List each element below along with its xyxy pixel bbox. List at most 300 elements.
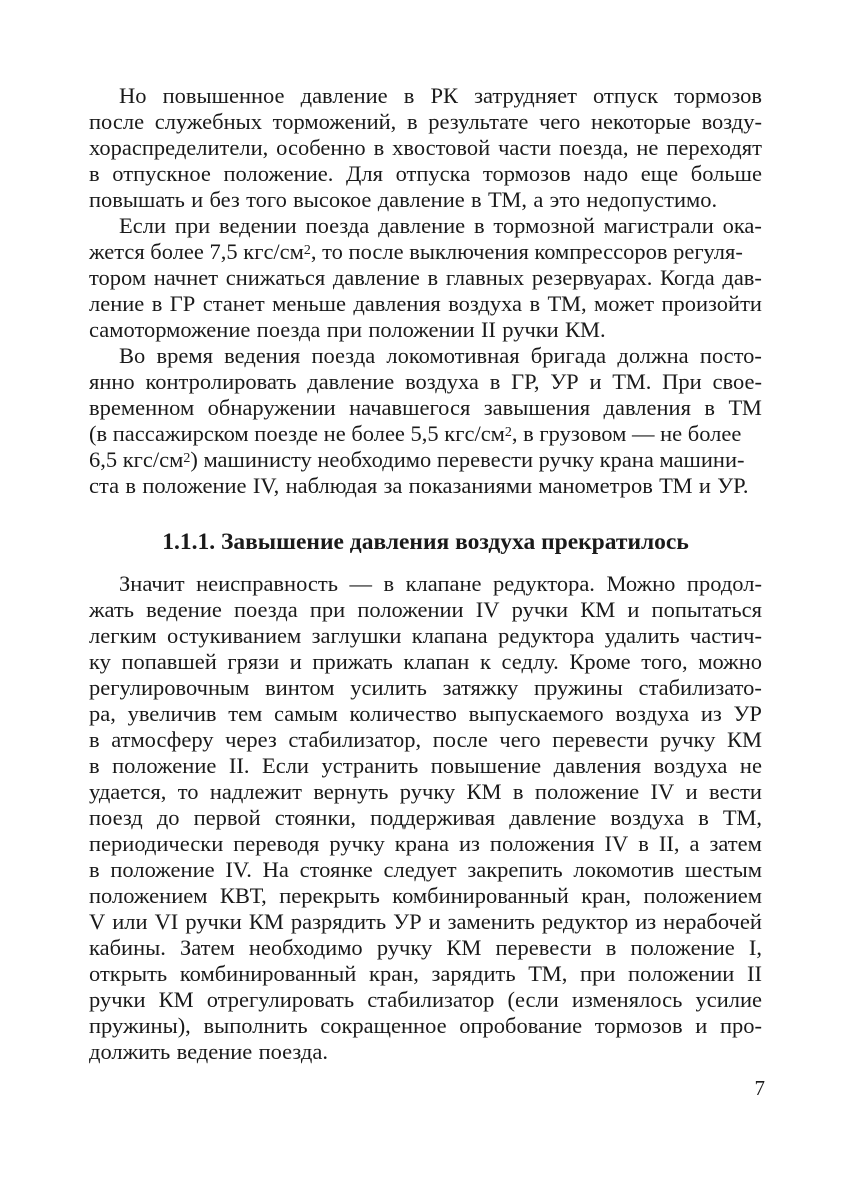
text-line <box>89 753 762 779</box>
word: поезда <box>311 343 376 368</box>
word: положение <box>630 935 735 960</box>
word: Если <box>261 753 309 778</box>
word: манометров <box>538 473 653 498</box>
word: и <box>289 649 302 674</box>
word: поезда <box>256 317 321 342</box>
word: ручку <box>329 831 385 856</box>
word: положение <box>112 753 217 778</box>
word: Но <box>119 83 147 108</box>
word: давление <box>300 83 388 108</box>
word: ку <box>89 649 111 674</box>
word: и <box>685 779 698 804</box>
word: воздуха <box>610 805 685 830</box>
text-line <box>89 473 762 499</box>
word: или <box>112 909 148 934</box>
word: в <box>512 779 524 804</box>
paragraph <box>89 213 762 343</box>
word: попытаться <box>651 597 762 622</box>
word: стабилизатор <box>367 987 495 1012</box>
word: в <box>473 213 485 238</box>
text-line <box>89 447 762 473</box>
text-line <box>89 805 762 831</box>
word: перевести <box>495 935 592 960</box>
word: в <box>529 291 541 316</box>
word: ведение <box>176 1039 253 1064</box>
word: УР <box>550 369 579 394</box>
word: при <box>174 213 211 238</box>
word: ста <box>89 473 120 498</box>
word: На <box>262 857 289 882</box>
word: стоянке <box>299 857 373 882</box>
word: ТМ, <box>528 961 568 986</box>
word: необходимо <box>248 935 363 960</box>
word: повышенное <box>162 83 285 108</box>
word: комбинированный <box>179 961 357 986</box>
word: РК <box>430 83 459 108</box>
word: остукиванием <box>167 623 302 648</box>
word: показаниями <box>408 473 533 498</box>
word: магистрали <box>603 213 714 238</box>
word: в <box>383 571 395 596</box>
paragraph <box>89 83 762 213</box>
word: ручку <box>399 779 456 804</box>
word: Можно <box>606 571 676 596</box>
word: станет <box>202 291 265 316</box>
word: в <box>151 291 163 316</box>
superscript: 2 <box>303 243 311 259</box>
word: ручки <box>511 597 569 622</box>
word: опробование <box>459 1013 583 1038</box>
word: тормозов <box>674 83 762 108</box>
word: тормозов <box>594 1013 683 1038</box>
word: недопустимо. <box>586 187 718 212</box>
word: удается, <box>89 779 167 804</box>
word: результате <box>428 109 529 134</box>
word: IV <box>475 597 500 622</box>
word: при <box>309 597 346 622</box>
word: ТМ, <box>487 187 528 212</box>
word: устранить <box>321 753 419 778</box>
word: шестым <box>684 857 762 882</box>
word: чего <box>499 727 541 752</box>
word: ГР, <box>511 369 540 394</box>
word: в <box>89 161 100 186</box>
word: может <box>594 291 655 316</box>
word: ТМ, <box>547 291 587 316</box>
text-line <box>89 779 762 805</box>
word: ручки <box>185 909 242 934</box>
word: из <box>635 909 657 934</box>
word: не <box>739 753 762 778</box>
word: крана <box>394 831 449 856</box>
word: и <box>695 1013 708 1038</box>
word: редуктор <box>541 909 629 934</box>
word: II <box>480 317 496 342</box>
word: II, <box>658 831 680 856</box>
word: должна <box>617 343 689 368</box>
word: без <box>209 187 240 212</box>
word: вести <box>709 779 762 804</box>
word: хвостовой <box>392 135 491 160</box>
text-line <box>89 883 762 909</box>
word: локомотивная <box>386 343 520 368</box>
word: положение. <box>223 161 334 186</box>
word: переводя <box>233 831 320 856</box>
word: ведении <box>218 213 297 238</box>
word: в <box>406 109 418 134</box>
word: снижаться <box>225 265 326 290</box>
word: КМ <box>446 935 482 960</box>
word: в <box>125 473 137 498</box>
word: воздуха <box>448 291 523 316</box>
word: того <box>246 187 287 212</box>
word: воздуха <box>405 369 479 394</box>
word: после <box>89 109 145 134</box>
word: затяжку <box>442 675 519 700</box>
word: давления <box>353 291 441 316</box>
word: можно <box>698 649 762 674</box>
word: открыть <box>89 961 168 986</box>
word: Когда <box>660 265 715 290</box>
word: отпуска <box>395 161 471 186</box>
word: заменить <box>447 909 535 934</box>
word: КМ <box>466 779 502 804</box>
word: а <box>689 831 700 856</box>
word: еще <box>640 161 679 186</box>
text-line <box>89 343 762 369</box>
word: усилить <box>350 675 427 700</box>
word: бригада <box>530 343 607 368</box>
word: в <box>89 753 100 778</box>
word: стабилизатор, <box>288 727 422 752</box>
word: прижать <box>312 649 393 674</box>
word: торможений, <box>272 109 397 134</box>
text-line <box>89 987 762 1013</box>
word: положения <box>489 831 595 856</box>
word: пружины <box>534 675 623 700</box>
text-line <box>89 109 762 135</box>
text-line <box>89 369 762 395</box>
word: перекрыть <box>279 883 380 908</box>
word: дав- <box>722 265 762 290</box>
word: перевести <box>552 727 649 752</box>
word: клапана <box>411 623 488 648</box>
word: меньше <box>272 291 346 316</box>
word: — <box>349 571 372 596</box>
word: воздуха <box>615 701 690 726</box>
word: давление <box>307 369 395 394</box>
word: частич- <box>689 623 762 648</box>
word: разрядить <box>290 909 387 934</box>
word: стабилизато- <box>638 675 762 700</box>
word: главных <box>445 265 525 290</box>
text-line <box>89 1039 762 1065</box>
word: IV. <box>225 857 252 882</box>
word: клапан <box>403 649 470 674</box>
word: хораспределители, <box>89 135 269 160</box>
word: давление <box>332 265 420 290</box>
word: и <box>191 187 204 212</box>
word: редуктора <box>498 623 595 648</box>
word: комбинированный <box>392 883 569 908</box>
word: отрегулировать <box>206 987 355 1012</box>
word: заглушки <box>311 623 402 648</box>
text-line <box>89 675 762 701</box>
word: ведения <box>224 343 301 368</box>
word: II <box>747 961 762 986</box>
text-line <box>89 727 762 753</box>
word: ТМ <box>659 473 693 498</box>
word: и <box>428 909 441 934</box>
word: поезда <box>233 597 298 622</box>
word: надлежит <box>209 779 302 804</box>
word: кран, <box>581 883 632 908</box>
text-line <box>89 961 762 987</box>
word: переходят <box>666 135 762 160</box>
word: выпускаемого <box>468 701 604 726</box>
word: в <box>704 395 716 420</box>
word: УР. <box>717 473 749 498</box>
word: КМ <box>158 987 194 1012</box>
word: продол- <box>686 571 762 596</box>
word: атмосферу <box>111 727 214 752</box>
word: редуктора. <box>493 571 595 596</box>
word: повышать <box>89 187 185 212</box>
word: и <box>698 473 711 498</box>
word: положение <box>110 857 215 882</box>
word: резервуарах. <box>531 265 653 290</box>
text-line <box>89 161 762 187</box>
word: начавшегося <box>349 395 471 420</box>
word: VI <box>154 909 179 934</box>
word: к <box>479 649 491 674</box>
book-page <box>89 83 762 1065</box>
word: I, <box>748 935 762 960</box>
text-line <box>89 265 762 291</box>
word: закрепить <box>467 857 563 882</box>
word: то <box>177 779 199 804</box>
word: попавшей <box>121 649 217 674</box>
text-line <box>89 421 762 447</box>
word: нерабочей <box>663 909 762 934</box>
word: следует <box>383 857 457 882</box>
word: не <box>636 135 659 160</box>
word: и <box>589 369 602 394</box>
word: в <box>89 857 100 882</box>
word: давления <box>603 395 691 420</box>
word: давление <box>377 187 465 212</box>
word: Кроме <box>569 649 631 674</box>
word: поезда, <box>559 135 629 160</box>
word: удалить <box>604 623 680 648</box>
word: возду- <box>701 109 762 134</box>
text-line <box>89 701 762 727</box>
word: ведение <box>146 597 222 622</box>
word: винтом <box>265 675 335 700</box>
word: кран, <box>369 961 419 986</box>
word: отпуск <box>593 83 659 108</box>
word: ока- <box>722 213 762 238</box>
word: пружины), <box>89 1013 191 1038</box>
word: поезда <box>305 213 370 238</box>
word: IV, <box>252 473 280 498</box>
text-with-superscript: 6,5 кгс/$см^2$) машинисту необходимо перевести ручку крана машини- <box>89 447 745 472</box>
word: ТМ, <box>722 805 762 830</box>
word: в <box>89 727 100 752</box>
word: увеличив <box>127 701 217 726</box>
word: янно <box>89 369 135 394</box>
word: затем <box>709 831 762 856</box>
word: Значит <box>119 571 185 596</box>
word: ТМ. <box>612 369 652 394</box>
word: КМ <box>248 909 284 934</box>
word: КМ. <box>565 317 606 342</box>
word: в <box>471 187 482 212</box>
page-number: 7 <box>754 1076 765 1100</box>
word: периодически <box>89 831 224 856</box>
word: это <box>549 187 581 212</box>
text-line <box>89 623 762 649</box>
word: ручки <box>89 987 146 1012</box>
text-with-superscript: (в пассажирском поезде не более 5,5 кгс/$см^2$, в грузовом — не более <box>89 421 742 446</box>
word: УР <box>733 701 762 726</box>
word: из <box>700 701 722 726</box>
word: ручку <box>659 727 716 752</box>
word: в <box>638 831 649 856</box>
text-line <box>89 135 762 161</box>
superscript: 2 <box>183 451 191 467</box>
word: грязи <box>227 649 280 674</box>
text-line <box>89 317 762 343</box>
word: ручки <box>502 317 559 342</box>
word: седлу. <box>501 649 559 674</box>
word: затрудняет <box>474 83 577 108</box>
word: IV <box>604 831 629 856</box>
word: обнаружении <box>207 395 336 420</box>
word: КМ <box>726 727 762 752</box>
word: в <box>698 805 709 830</box>
word: давление <box>509 805 597 830</box>
word: количество <box>349 701 457 726</box>
word: до <box>156 805 180 830</box>
text-line <box>89 831 762 857</box>
word: IV <box>650 779 675 804</box>
paragraph <box>89 343 762 499</box>
word: клапане <box>405 571 482 596</box>
word: давления <box>553 753 642 778</box>
superscript: 2 <box>504 425 512 441</box>
word: чего <box>539 109 581 134</box>
word: самоторможение <box>89 317 251 342</box>
word: II. <box>228 753 250 778</box>
text-line <box>89 649 762 675</box>
word: отпускное <box>112 161 211 186</box>
word: про- <box>719 1013 762 1038</box>
text-line <box>89 187 762 213</box>
word: произойти <box>661 291 762 316</box>
word: положении <box>368 317 475 342</box>
word: из <box>458 831 480 856</box>
word: в <box>427 265 439 290</box>
word: легким <box>89 623 157 648</box>
word: неисправность <box>196 571 338 596</box>
word: больше <box>690 161 762 186</box>
word: положением <box>89 883 208 908</box>
word: ра, <box>89 701 116 726</box>
word: давление <box>378 213 466 238</box>
word: положение <box>534 779 640 804</box>
word: наблюдая <box>285 473 378 498</box>
text-line <box>89 291 762 317</box>
word: ГР <box>169 291 196 316</box>
text-line <box>89 239 762 265</box>
text-with-superscript: жется более 7,5 кгс/$см^2$, то после выключения компрессоров регуля- <box>89 239 743 264</box>
word: в <box>489 369 501 394</box>
word: части <box>498 135 552 160</box>
word: выполнить <box>203 1013 308 1038</box>
text-line <box>89 597 762 623</box>
word: изменялось <box>571 987 683 1012</box>
word: КМ <box>580 597 616 622</box>
word: положении <box>357 597 464 622</box>
word: вернуть <box>313 779 389 804</box>
word: тормозов <box>482 161 571 186</box>
text-line <box>89 935 762 961</box>
word: за <box>383 473 403 498</box>
text-line <box>89 395 762 421</box>
word: и <box>627 597 640 622</box>
word: положение <box>142 473 247 498</box>
word: тормозной <box>493 213 595 238</box>
word: должить <box>89 1039 171 1064</box>
word: поезд <box>89 805 143 830</box>
word: сокращенное <box>320 1013 447 1038</box>
word: поддерживая <box>370 805 496 830</box>
word: при <box>326 317 363 342</box>
text-line <box>89 857 762 883</box>
word: первой <box>193 805 261 830</box>
word: Затем <box>179 935 235 960</box>
word: тем <box>228 701 263 726</box>
word: при <box>580 961 616 986</box>
word: некоторые <box>590 109 691 134</box>
word: повышение <box>430 753 542 778</box>
word: V <box>89 909 106 934</box>
paragraph <box>89 571 762 1065</box>
word: время <box>156 343 213 368</box>
word: (если <box>507 987 559 1012</box>
section-heading: 1.1.1. Завышение давления воздуха прекратилось <box>162 529 689 555</box>
word: Если <box>119 213 166 238</box>
word: завышения <box>483 395 591 420</box>
word: в <box>373 135 385 160</box>
word: после <box>432 727 488 752</box>
word: воздуха <box>653 753 728 778</box>
word: того, <box>641 649 688 674</box>
word: зарядить <box>431 961 516 986</box>
word: Для <box>346 161 383 186</box>
word: регулировочным <box>89 675 250 700</box>
text-line <box>89 213 762 239</box>
word: ление <box>89 291 145 316</box>
word: усилие <box>695 987 762 1012</box>
word: жать <box>89 597 135 622</box>
text-line <box>89 571 762 597</box>
word: При <box>662 369 702 394</box>
word: локомотив <box>573 857 675 882</box>
word: ручку <box>376 935 433 960</box>
word: самым <box>273 701 338 726</box>
